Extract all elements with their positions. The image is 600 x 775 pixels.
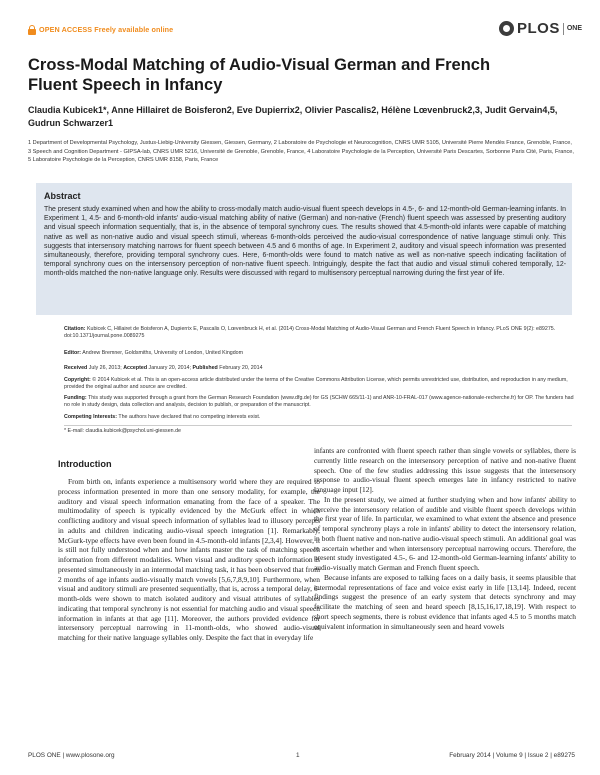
meta-divider <box>64 425 572 426</box>
plos-one-logo <box>499 20 582 37</box>
footer-journal: PLOS ONE | www.plosone.org <box>28 752 115 759</box>
funding-label: Funding: <box>64 395 87 401</box>
competing-interests <box>64 414 574 421</box>
contact-email: * E-mail: claudia.kubicek@psychol.uni-giessen.de <box>64 428 181 434</box>
paragraph: Because infants are exposed to talking faces on a daily basis, it seems plausible that intermodal representations of face and voice exist early in life [13,14]. Indeed, recent findings suggest the presence of an early system that detects synchrony and may facilitate the matching of seen and heard speech [8,15,16,17,18,19]. With respect to short speech segments, there is robust evidence that infants aged 4.5 to 5 months match equivalent information in simultaneously seen and heard vowels <box>314 572 576 631</box>
published-date: February 20, 2014 <box>219 365 263 371</box>
affiliations: 1 Department of Developmental Psychology, Justus-Liebig-University Giessen, Giessen, Germany, 2 Laboratoire de Psychologie et Neurocognition, CNRS UMR 5105, Université Pierre Mendès France, Grenoble, France, 3 Speech and Cognition Department - GIPSA-lab, CNRS UMR 5216, Université de Grenoble, Grenoble, France, 4 Laboratoire Psychologie de la Perception, Université Paris Descartes, Sorbonne Paris Cité, Paris, France, 5 Laboratoire Psychologie de la Perception, CNRS UMR 8158, Paris, France <box>28 140 574 163</box>
received-label: Received <box>64 365 88 371</box>
plos-logo-icon <box>499 21 514 36</box>
author-list: Claudia Kubicek1*, Anne Hillairet de Boisferon2, Eve Dupierrix2, Olivier Pascalis2, Hélène Lœvenbruck2,3, Judit Gervain4,5, Gudrun Schwarzer1 <box>28 105 558 128</box>
open-access-label: OPEN ACCESS Freely available online <box>39 25 174 34</box>
copyright-label: Copyright: <box>64 377 91 383</box>
citation-label: Citation: <box>64 326 86 332</box>
editor <box>64 350 574 357</box>
page-footer <box>28 752 575 764</box>
copyright-text: © 2014 Kubicek et al. This is an open-access article distributed under the terms of the Creative Commons Attribution License, which permits unrestricted use, distribution, and reproduction in any medium, provided the original author and source are credited. <box>64 377 568 391</box>
competing-text: The authors have declared that no competing interests exist. <box>118 414 261 420</box>
citation <box>64 326 574 341</box>
open-access-lock-icon <box>28 25 36 35</box>
logo-suffix: ONE <box>566 25 582 32</box>
paragraph: In the present study, we aimed at further studying when and how infants' ability to perceive the intersensory relation of audible and visible fluent speech develops within the first year of life. In particular, we examined to what extent the absence and presence of temporal synchrony plays a role in infants' ability to detect the intersensory relation, in both fluent native and non-native audio-visual speech stimuli. An additional goal was to ascertain whether and when intersensory perceptual narrowing occurs. Therefore, the present study investigated 4.5-, 6- and 12-month-old German-learning infants' ability to audio-visually match German and French fluent speech. <box>314 494 576 572</box>
editor-text: Andrew Bremner, Goldsmiths, University of London, United Kingdom <box>82 350 244 356</box>
abstract-text: The present study examined when and how the ability to cross-modally match audio-visual fluent speech develops in 4.5-, 6- and 12-month-old German-learning infants. In Experiment 1, 4.5- and 6-month-old infants' audio-visual matching ability of native (German) and non-native (French) fluent speech was assessed by presenting auditory and visual speech information sequentially, that is, in the absence of temporal synchrony cues. The results showed that 4.5-month-old infants were capable of matching native as well as non-native audio and visual speech stimuli, whereas 6-month-olds perceived the audio-visual correspondence of native language stimuli only. This suggests that intersensory matching narrows for fluent speech between 4.5 and 6 months of age. In Experiment 2, auditory and visual speech information was presented simultaneously, therefore, providing temporal synchrony cues. Here, 6-month-olds were found to match native as well as non-native speech indicating facilitation of temporal synchrony cues on the intersensory perception of non-native fluent speech. Intriguingly, despite the fact that audio and visual stimuli cohered temporally, 12-month-olds matched the non-native language only. Results were discussed with regard to multisensory perceptual narrowing during the first year of life. <box>44 206 566 278</box>
accepted-label: Accepted <box>123 365 148 371</box>
page-number: 1 <box>296 752 300 759</box>
competing-label: Competing Interests: <box>64 414 117 420</box>
accepted-date: January 20, 2014; <box>148 365 191 371</box>
abstract-heading: Abstract <box>44 191 81 201</box>
footer-issue: February 2014 | Volume 9 | Issue 2 | e89275 <box>449 752 575 759</box>
citation-text: Kubicek C, Hillairet de Boisferon A, Dupierrix E, Pascalis O, Lœvenbruck H, et al. (2014) Cross-Modal Matching of Audio-Visual German and French Fluent Speech in Infancy. PLoS ONE 9(2): e89275. doi:10.1371/journal.pone.0089275 <box>64 326 556 340</box>
introduction-heading: Introduction <box>58 459 112 469</box>
logo-divider <box>563 23 564 35</box>
paragraph: From birth on, infants experience a multisensory world where they are required to process information presented in more than one sensory modality, for example, the auditory and visual speech information emanating from the face of a speaker. The multimodality of speech is typically evidenced by the McGurk effect in which conflicting auditory and visual speech information of syllables lead to illusory percepts in adults and children indicating audio-visual speech integration [1]. Remarkably, McGurk-type effects have even been found in 4.5-month-old infants [2,3,4]. However, it is still not fully understood when and how infants master the task of matching speech information from different modalities. When visual and auditory speech information is presented simultaneously in an intermodal matching task, it has been observed that from 2 months of age infants audio-visually match vowels [5,6,7,8,9,10]. Furthermore, when visual and auditory stimuli are presented sequentially, that is, across a temporal delay, 6-month-olds were shown to match isolated auditory and visual attributes of syllables indicating that temporal synchrony is not essential for matching audio and visual speech information in infants at that age [11]. Moreover, the authors provided evidence for intersensory perceptual narrowing in 11-month-olds, who showed audio-visual matching for their native language syllables only. Despite the fact that in everyday life <box>58 477 320 642</box>
paragraph: infants are confronted with fluent speech rather than single vowels or syllables, there is currently little research on the intersensory perception of native and non-native fluent speech. One of the few studies addressing this issue suggests that the intersensory response to audio-visual fluent speech emerges late in infancy restricted to native language input [12]. <box>314 446 576 494</box>
logo-text: PLOS <box>516 20 560 37</box>
journal-header <box>28 20 582 40</box>
received-date: July 26, 2013; <box>88 365 122 371</box>
funding <box>64 395 574 410</box>
dates <box>64 365 574 372</box>
article-title: Cross-Modal Matching of Audio-Visual German and French Fluent Speech in Infancy <box>28 56 491 94</box>
copyright <box>64 377 574 392</box>
editor-label: Editor: <box>64 350 82 356</box>
body-column-right <box>314 446 576 631</box>
funding-text: This study was supported through a grant from the German Research Foundation (www.dfg.de) for GS (SCHW 665/11-1) and ANR-10-FRAL-017 (www.agence-nationale-recherche.fr) for OP. The funders had no role in study design, data collection and analysis, decision to publish, or preparation of the manuscript. <box>64 395 574 409</box>
body-column-left <box>58 477 320 643</box>
published-label: Published <box>192 365 218 371</box>
